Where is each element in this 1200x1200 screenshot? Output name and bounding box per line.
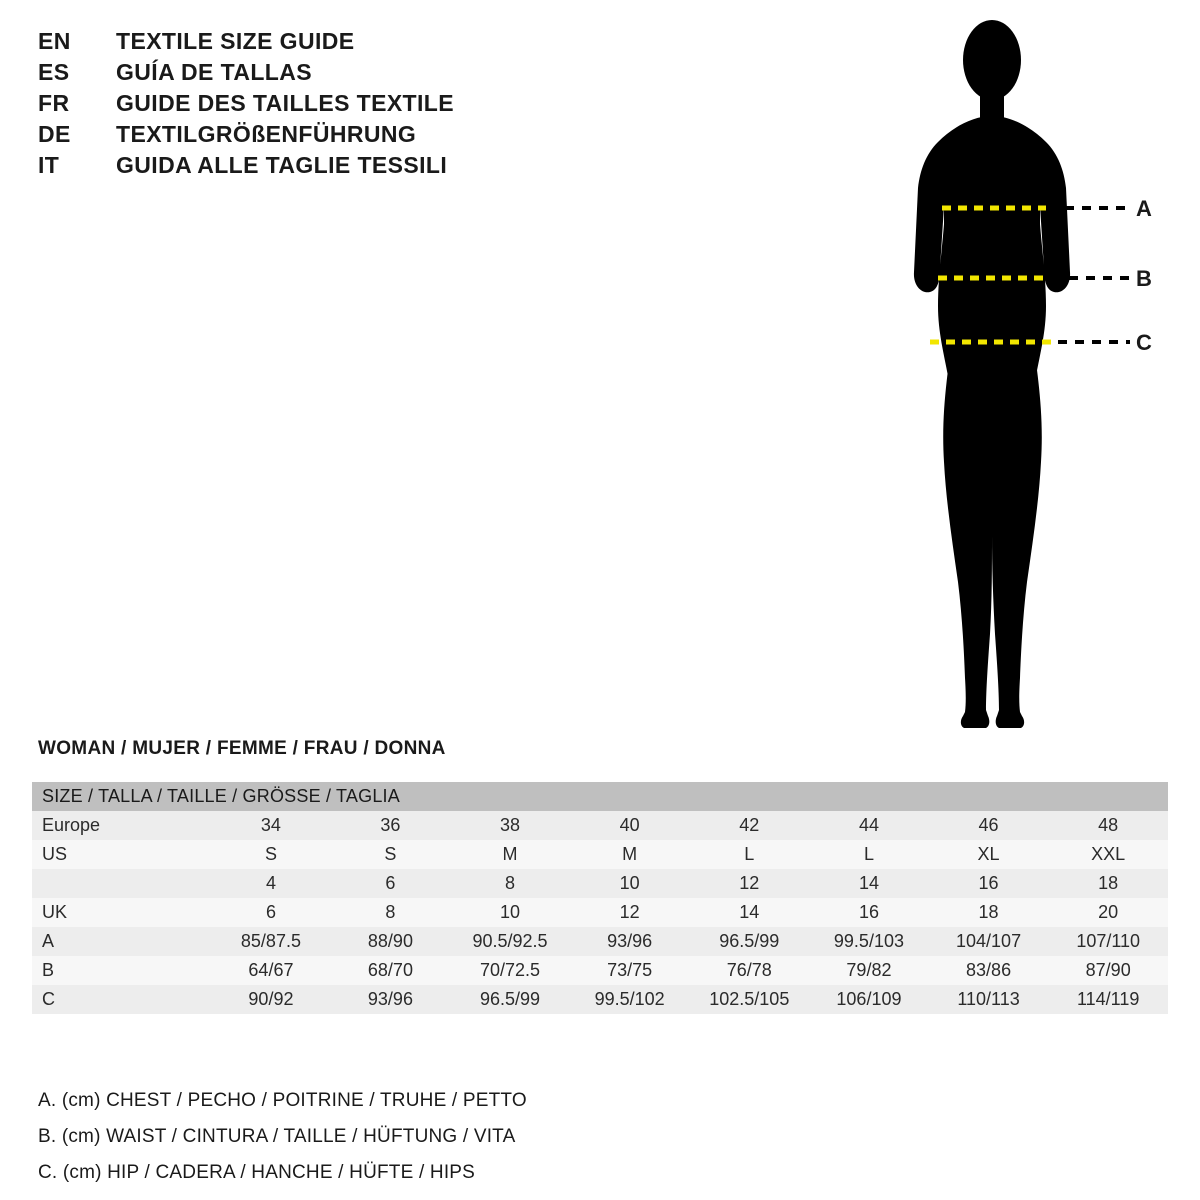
language-code-es: ES [38, 59, 70, 85]
title-text-de: TEXTILGRÖßENFÜHRUNG [116, 121, 417, 147]
table-row [32, 898, 1168, 927]
measure-label-a: A [1136, 196, 1152, 221]
size-table [32, 782, 1168, 1014]
table-row [32, 956, 1168, 985]
cell-b-4: 76/78 [689, 956, 809, 985]
size-table-header-label: SIZE / TALLA / TAILLE / GRÖSSE / TAGLIA [32, 782, 1168, 811]
cell-us-1: S [331, 840, 450, 869]
cell-a-7: 107/110 [1048, 927, 1168, 956]
title-row [38, 152, 598, 179]
cell-usnum-7: 18 [1048, 869, 1168, 898]
cell-us-4: L [689, 840, 809, 869]
cell-europe-5: 44 [809, 811, 929, 840]
row-label-uk: UK [32, 898, 211, 927]
table-row [32, 985, 1168, 1014]
row-label-a: A [32, 927, 211, 956]
cell-c-4: 102.5/105 [689, 985, 809, 1014]
cell-usnum-6: 16 [929, 869, 1049, 898]
cell-uk-7: 20 [1048, 898, 1168, 927]
language-code-de: DE [38, 121, 71, 147]
cell-c-1: 93/96 [331, 985, 450, 1014]
cell-europe-7: 48 [1048, 811, 1168, 840]
table-row [32, 811, 1168, 840]
cell-b-0: 64/67 [211, 956, 331, 985]
title-row [38, 90, 598, 117]
legend [38, 1090, 738, 1198]
cell-c-7: 114/119 [1048, 985, 1168, 1014]
row-label-us: US [32, 840, 211, 869]
cell-c-2: 96.5/99 [450, 985, 570, 1014]
cell-uk-5: 16 [809, 898, 929, 927]
size-table-body [32, 811, 1168, 1014]
measure-label-b: B [1136, 266, 1152, 291]
cell-us-2: M [450, 840, 570, 869]
table-row [32, 869, 1168, 898]
cell-c-0: 90/92 [211, 985, 331, 1014]
cell-usnum-3: 10 [570, 869, 690, 898]
cell-us-7: XXL [1048, 840, 1168, 869]
title-text-en: TEXTILE SIZE GUIDE [116, 28, 355, 54]
title-text-fr: GUIDE DES TAILLES TEXTILE [116, 90, 454, 116]
cell-a-4: 96.5/99 [689, 927, 809, 956]
title-row [38, 59, 598, 86]
cell-europe-6: 46 [929, 811, 1049, 840]
cell-europe-2: 38 [450, 811, 570, 840]
cell-a-6: 104/107 [929, 927, 1049, 956]
row-label-us-numeric [32, 869, 211, 898]
cell-europe-4: 42 [689, 811, 809, 840]
cell-us-6: XL [929, 840, 1049, 869]
table-row [32, 840, 1168, 869]
cell-europe-0: 34 [211, 811, 331, 840]
section-heading-woman: WOMAN / MUJER / FEMME / FRAU / DONNA [38, 738, 446, 759]
legend-line-b: B. (cm) WAIST / CINTURA / TAILLE / HÜFTUNG / VITA [38, 1126, 516, 1147]
legend-line-a: A. (cm) CHEST / PECHO / POITRINE / TRUHE / PETTO [38, 1090, 527, 1111]
title-row [38, 121, 598, 148]
cell-c-3: 99.5/102 [570, 985, 690, 1014]
title-block [38, 28, 598, 183]
cell-c-6: 110/113 [929, 985, 1049, 1014]
legend-line-c: C. (cm) HIP / CADERA / HANCHE / HÜFTE / HIPS [38, 1162, 476, 1183]
cell-uk-0: 6 [211, 898, 331, 927]
cell-b-6: 83/86 [929, 956, 1049, 985]
cell-uk-3: 12 [570, 898, 690, 927]
cell-a-0: 85/87.5 [211, 927, 331, 956]
table-row [32, 927, 1168, 956]
language-code-fr: FR [38, 90, 70, 116]
cell-usnum-5: 14 [809, 869, 929, 898]
cell-b-7: 87/90 [1048, 956, 1168, 985]
row-label-b: B [32, 956, 211, 985]
cell-b-1: 68/70 [331, 956, 450, 985]
title-text-it: GUIDA ALLE TAGLIE TESSILI [116, 152, 448, 178]
cell-uk-6: 18 [929, 898, 1049, 927]
cell-b-3: 73/75 [570, 956, 690, 985]
cell-uk-1: 8 [331, 898, 450, 927]
measurement-figure [860, 10, 1190, 750]
cell-usnum-1: 6 [331, 869, 450, 898]
cell-us-5: L [809, 840, 929, 869]
size-table-head [32, 782, 1168, 811]
female-silhouette-icon [860, 10, 1190, 750]
cell-usnum-2: 8 [450, 869, 570, 898]
cell-a-5: 99.5/103 [809, 927, 929, 956]
cell-us-0: S [211, 840, 331, 869]
measure-label-c: C [1136, 330, 1152, 355]
cell-uk-2: 10 [450, 898, 570, 927]
cell-europe-3: 40 [570, 811, 690, 840]
row-label-europe: Europe [32, 811, 211, 840]
title-row [38, 28, 598, 55]
cell-uk-4: 14 [689, 898, 809, 927]
cell-a-2: 90.5/92.5 [450, 927, 570, 956]
cell-c-5: 106/109 [809, 985, 929, 1014]
row-label-c: C [32, 985, 211, 1014]
language-code-it: IT [38, 152, 60, 178]
cell-usnum-0: 4 [211, 869, 331, 898]
cell-europe-1: 36 [331, 811, 450, 840]
cell-a-3: 93/96 [570, 927, 690, 956]
cell-usnum-4: 12 [689, 869, 809, 898]
cell-b-2: 70/72.5 [450, 956, 570, 985]
cell-us-3: M [570, 840, 690, 869]
cell-b-5: 79/82 [809, 956, 929, 985]
language-code-en: EN [38, 28, 71, 54]
cell-a-1: 88/90 [331, 927, 450, 956]
table-header-row [32, 782, 1168, 811]
title-text-es: GUÍA DE TALLAS [116, 59, 312, 85]
